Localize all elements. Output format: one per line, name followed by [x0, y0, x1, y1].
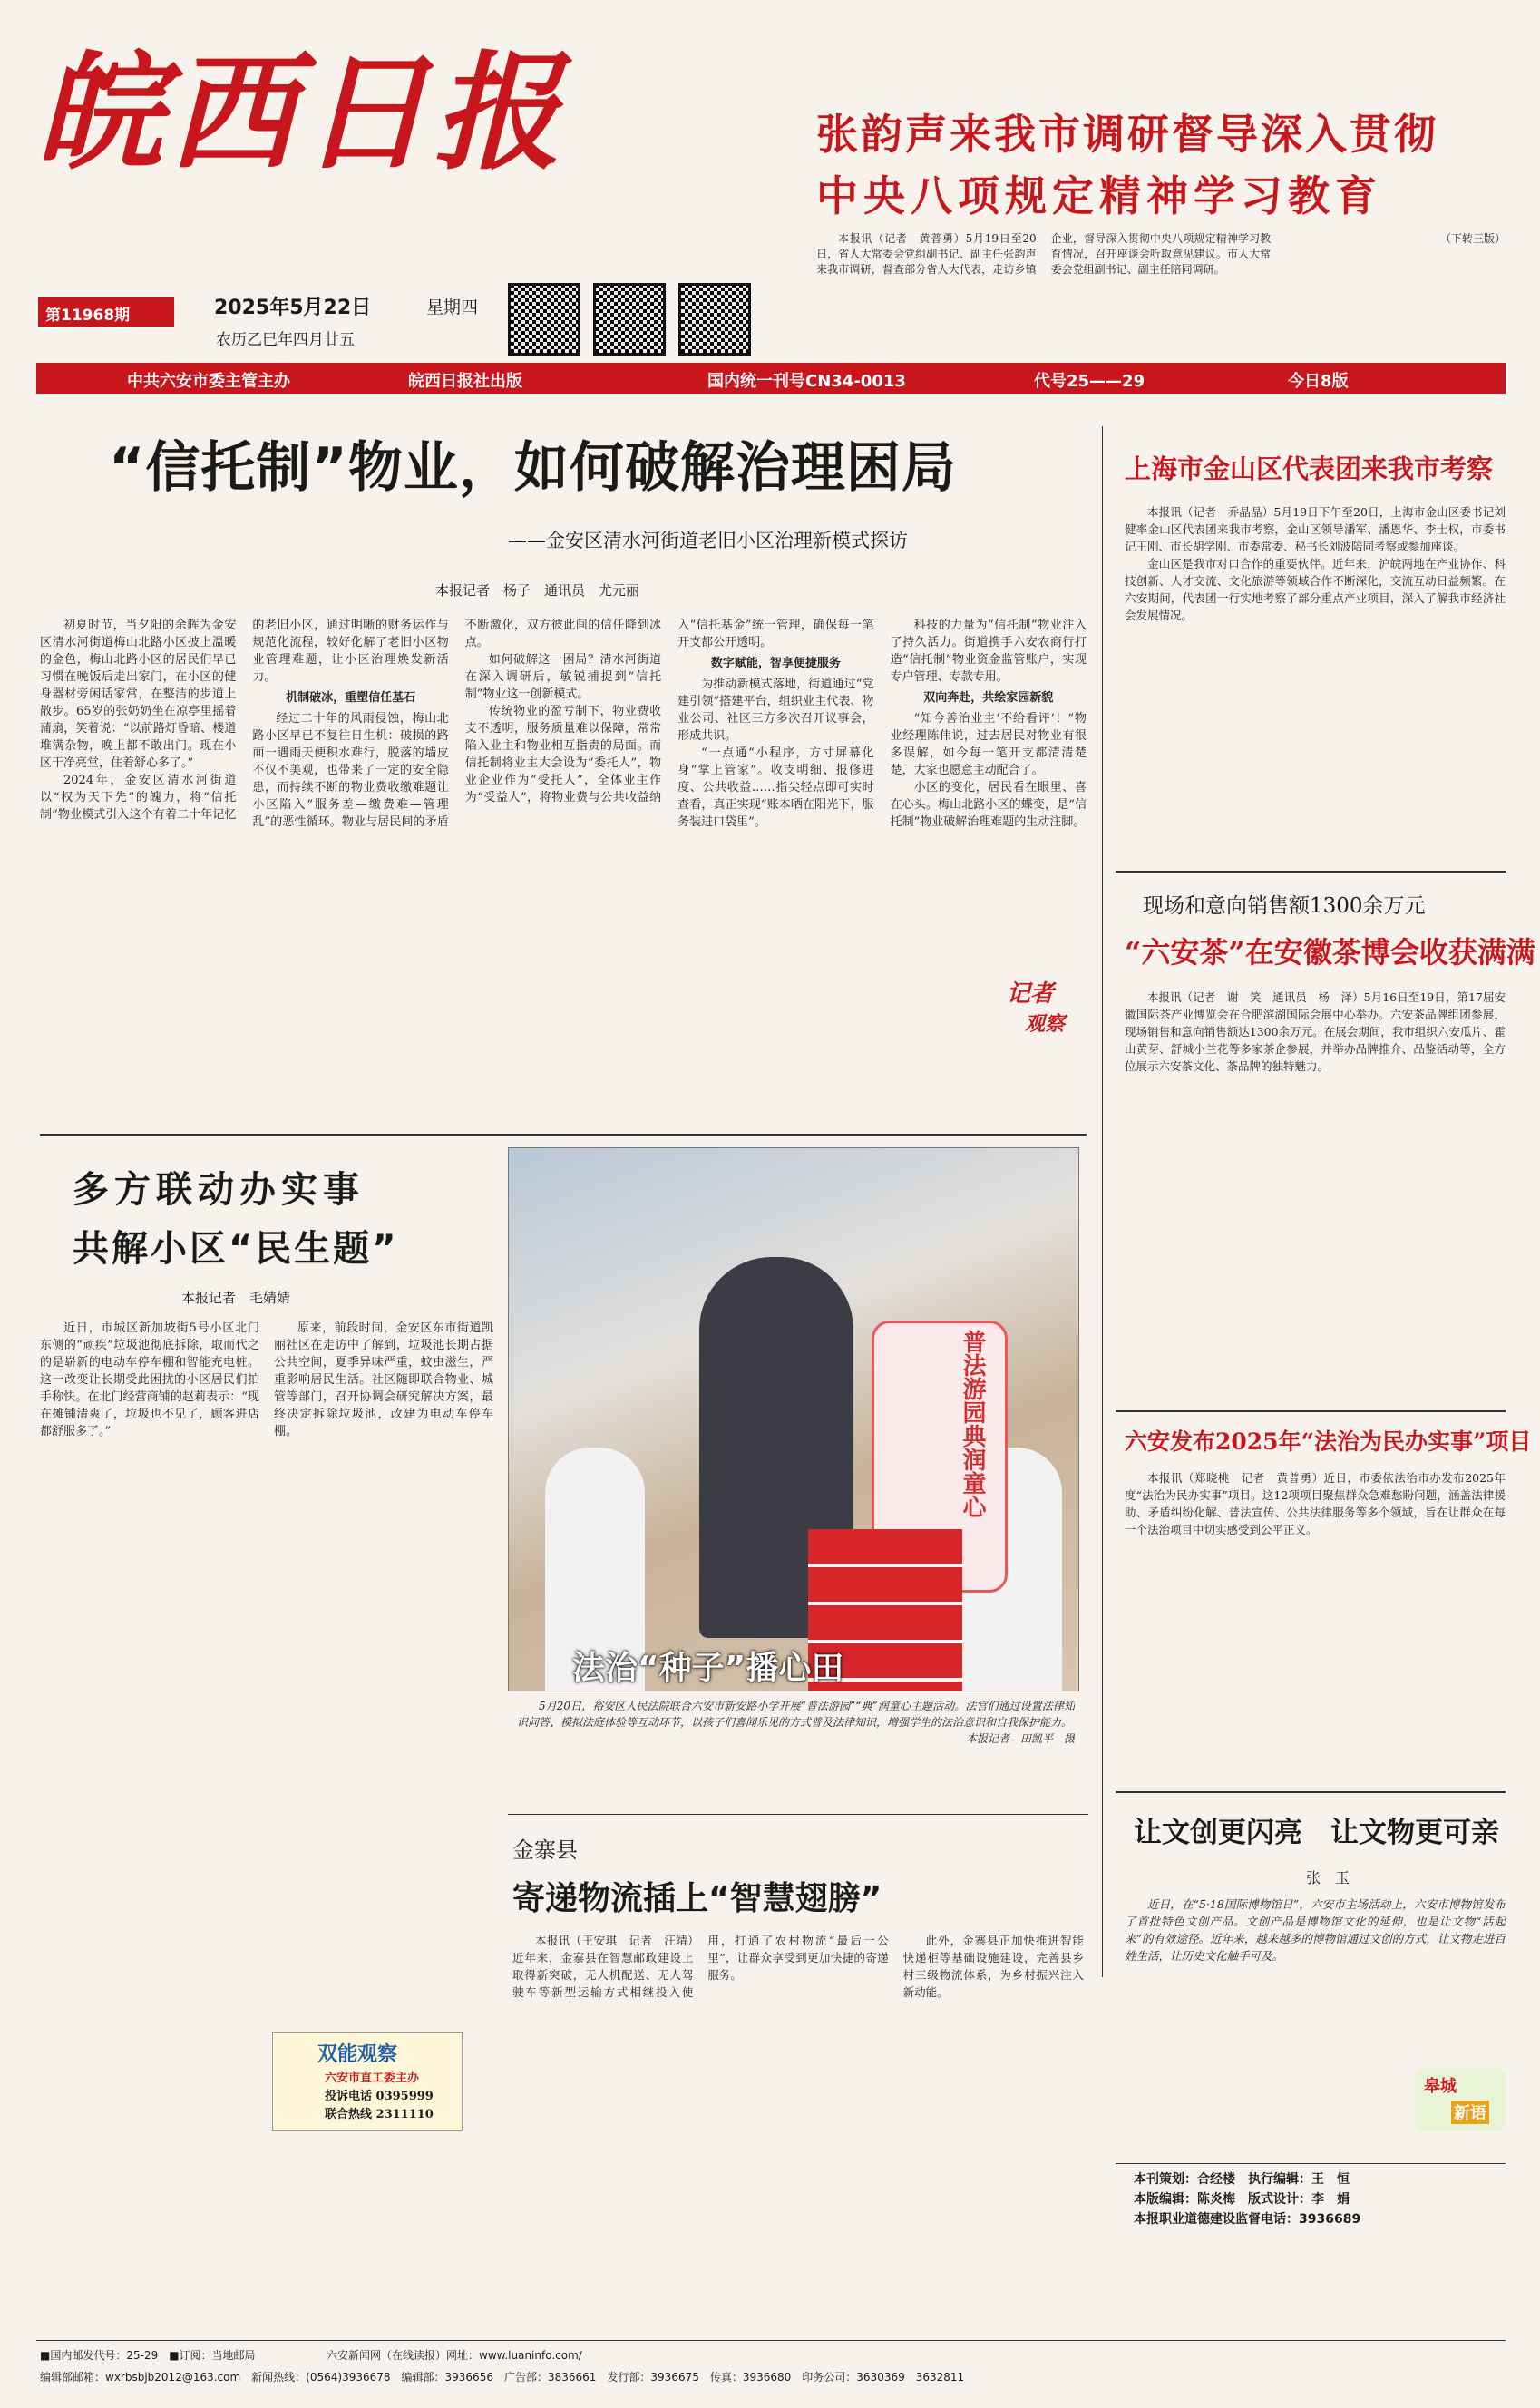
right-article2-title: “六安茶”在安徽茶博会收获满满: [1125, 935, 1535, 970]
footer-subscribe: ■国内邮发代号：25-29 ■订阅：当地邮局: [40, 2349, 256, 2362]
editor-line-2: 本版编辑：陈炎梅 版式设计：李 娟: [1134, 2192, 1350, 2207]
feature-photo: [508, 1147, 1079, 1691]
left2-title-1: 多方联动办实事: [73, 1169, 365, 1211]
footer-contact: 编辑部邮箱：wxrbsbjb2012@163.com 新闻热线：(0564)3936678 编辑部：3936656 广告部：3836661 发行部：3936675 传真：3936680 印务公司：3630369 3632811: [40, 2371, 965, 2384]
qr-code-3: [678, 283, 751, 356]
editor-line-3: 本报职业道德建设监督电话：3936689: [1134, 2212, 1361, 2227]
pub-date: 2025年5月22日: [214, 297, 372, 319]
info-cn: 国内统一刊号CN34-0013: [707, 372, 906, 391]
right-rule-1: [1116, 871, 1506, 873]
right-article4-author: 张 玉: [1306, 1869, 1350, 1886]
right-rule-3: [1116, 1791, 1506, 1793]
pub-weekday: 星期四: [426, 297, 479, 317]
right-article3-body: 本报讯（郑晓桃 记者 黄普勇）近日，市委依法治市办发布2025年度“法治为民办实事”项目。这12项项目聚焦群众急难愁盼问题，涵盖法律援助、矛盾纠纷化解、普法宣传、公共法律服务等多个领域，旨在让群众在每一个法治项目中切实感受到公平正义。: [1125, 1471, 1506, 1536]
right-article1-title: 上海市金山区代表团来我市考察: [1125, 453, 1494, 484]
photo-description: 5月20日，裕安区人民法院联合六安市新安路小学开展“普法游园”“典”润童心主题活动。法官们通过设置法律知识问答、模拟法庭体验等互动环节，以孩子们喜闻乐见的方式普及法律知识，增强学生的法治意识和自我保护能力。 本报记者 田凯平 摄: [517, 1700, 1075, 1745]
right-article2-kicker: 现场和意向销售额1300余万元: [1143, 894, 1426, 918]
lunar-date: 农历乙巳年四月廿五: [216, 331, 355, 349]
editor-rule: [1116, 2163, 1506, 2164]
column-divider: [1102, 426, 1103, 1977]
main-subtitle: ——金安区清水河街道老旧小区治理新模式探访: [508, 530, 908, 551]
lead-headline-1: 张韵声来我市调研督导深入贯彻: [816, 110, 1438, 159]
main-byline: 本报记者 杨子 通讯员 尤元丽: [435, 582, 640, 599]
left2-body: 近日，市城区新加坡街5号小区北门东侧的“顽疾”垃圾池彻底拆除，取而代之的是崭新的电动车停车棚和智能充电桩。这一改变让长期受此困扰的小区居民们拍手称快。在北门经营商铺的赵莉表示：“现在摊铺清爽了，垃圾也不见了，顾客进店都舒服多了。” 原来，前段时间，金安区东市街道凯丽社区在走访中了解到，垃圾池长期占据公共空间，夏季异味严重，蚊虫滋生，严重影响居民生活。社区随即联合物业、城管等部门，召开协调会研究解决方案，最终决定拆除垃圾池，改建为电动车停车棚。: [40, 1321, 493, 1438]
right-article4-body: 近日，在“5·18国际博物馆日”，六安市主场活动上，六安市博物馆发布了首批特色文创产品。文创产品是博物馆文化的延伸，也是让文物“活起来”的有效途径。近年来，越来越多的博物馆通过文创的方式，让文物走进百姓生活，让历史文化触手可及。: [1125, 1897, 1506, 1963]
ad-line-2: 投诉电话 0395999: [325, 2090, 434, 2103]
right-article4-title: 让文创更闪亮 让文物更可亲: [1134, 1817, 1499, 1849]
footer-website: 六安新闻网（在线读报）网址：www.luaninfo.com/: [327, 2349, 582, 2362]
photo-board-text: 普法游园典润童心: [959, 1330, 986, 1518]
qr-code-2: [593, 283, 666, 356]
main-bottom-rule: [40, 1134, 1087, 1136]
footer-rule: [36, 2340, 1506, 2341]
issue-number: 第11968期: [45, 307, 131, 325]
info-code: 代号25——29: [1034, 372, 1145, 391]
info-sponsor: 中共六安市委主管主办: [127, 372, 290, 391]
info-pages: 今日8版: [1288, 372, 1349, 391]
commentary-badge-1: 皋城: [1424, 2077, 1457, 2096]
photo-caption: 法治“种子”播心田: [572, 1650, 844, 1687]
lead-headline-2: 中央八项规定精神学习教育: [816, 171, 1382, 220]
editor-line-1: 本刊策划：合经楼 执行编辑：王 恒: [1134, 2172, 1350, 2187]
observer-stamp-1: 记者: [1007, 980, 1055, 1008]
main-body: 初夏时节，当夕阳的余晖为金安区清水河街道梅山北路小区披上温暖的金色，梅山北路小区的居民们早已习惯在晚饭后走出家门，在小区的健身器材旁闲话家常，在整洁的步道上散步。65岁的张奶奶坐在凉亭里摇着蒲扇，笑着说：“以前路灯昏暗、楼道堆满杂物，晚上都不敢出门。现在小区干净亮堂，住着舒心多了。” 2024年，金安区清水河街道以“权为天下先”的魄力，将“信托制”物业模式引入这个有着二十年记忆的老旧小区，通过明晰的财务运作与规范化流程，较好化解了老旧小区物业管理难题，让小区治理焕发新活力。 机制破冰，重塑信任基石 经过二十年的风雨侵蚀，梅山北路小区早已不复往日生机：破损的路面一遇雨天便积水难行，脱落的墙皮不仅不美观，也带来了一定的安全隐患，而持续不断的物业费收缴难题让小区陷入“服务差—缴费难—管理乱”的恶性循环。物业与居民间的矛盾不断激化，双方彼此间的信任降到冰点。 如何破解这一困局？清水河街道在深入调研后，敏锐捕捉到“信托制”物业这一创新模式。 传统物业的盈亏制下，物业费收支不透明，服务质量难以保障，常常陷入业主和物业相互指责的局面。而信托制将业主大会设为“委托人”，物业企业作为“受托人”，全体业主作为“受益人”，将物业费与公共收益纳入“信托基金”统一管理，确保每一笔开支都公开透明。 数字赋能，智享便捷服务 为推动新模式落地，街道通过“党建引领”搭建平台，组织业主代表、物业公司、社区三方多次召开议事会，形成共识。 “一点通”小程序，方寸屏幕化身“掌上管家”。收支明细、报修进度、公共收益……指尖轻点即可实时查看，真正实现“账本晒在阳光下，服务装进口袋里”。 科技的力量为“信托制”物业注入了持久活力。街道携手六安农商行打造“信托制”物业资金监管账户，实现专户管理、专款专用。 双向奔赴，共绘家园新貌 “知今善治业主‘不给看评’！”物业经理陈伟说，过去居民对物业有很多误解，如今每一笔开支都清清楚楚，大家也愿意主动配合了。 小区的变化，居民看在眼里、喜在心头。梅山北路小区的蝶变，是“信托制”物业破解治理难题的生动注脚。: [40, 619, 1087, 829]
lead-body: 本报讯（记者 黄普勇）5月19日至20日，省人大常委会党组副书记、副主任张韵声来我市调研，督查部分省人大代表，走访乡镇企业，督导深入贯彻中央八项规定精神学习教育情况，召开座谈会听取意见建议。市人大常委会党组副书记、副主任陪同调研。 （下转三版）: [816, 232, 1506, 276]
main-headline: “信托制”物业，如何破解治理困局: [109, 436, 957, 500]
right-article2-body: 本报讯（记者 谢 笑 通讯员 杨 泽）5月16日至19日，第17届安徽国际茶产业博览会在合肥滨湖国际会展中心举办。六安茶品牌组团参展，现场销售和意向销售额达1300余万元。在展会期间，我市组织六安瓜片、霍山黄芽、舒城小兰花等多家茶企参展，并举办品牌推介、品鉴活动等，全方位展示六安茶文化、茶品牌的独特魅力。: [1125, 990, 1506, 1073]
right-rule-2: [1116, 1410, 1506, 1412]
right-article1-body: 本报讯（记者 乔晶晶）5月19日下午至20日，上海市金山区委书记刘健率金山区代表团来我市考察，金山区领导潘军、潘恩华、李士权，市委书记王刚、市长胡学刚、市委常委、秘书长刘波陪同考察或参加座谈。 金山区是我市对口合作的重要伙伴。近年来，沪皖两地在产业协作、科技创新、人才交流、文化旅游等领域合作不断深化，交流互动日益频繁。在六安期间，代表团一行实地考察了部分重点产业项目，深入了解我市经济社会发展情况。: [1125, 505, 1506, 622]
bottom-body: 本报讯（王安琪 记者 汪靖）近年来，金寨县在智慧邮政建设上取得新突破，无人机配送、无人驾驶车等新型运输方式相继投入使用，打通了农村物流“最后一公里”，让群众享受到更加快捷的寄递服务。 此外，金寨县正加快推进智能快递柜等基础设施建设，完善县乡村三级物流体系，为乡村振兴注入新动能。: [512, 1934, 1084, 1999]
bottom-headline: 寄递物流插上“智慧翅膀”: [512, 1880, 882, 1917]
info-publisher: 皖西日报社出版: [408, 372, 522, 391]
ad-line-1: 六安市直工委主办: [325, 2072, 420, 2085]
ad-line-3: 联合热线 2311110: [325, 2108, 434, 2121]
commentary-badge-2: 新语: [1451, 2101, 1489, 2124]
bottom-kicker: 金寨县: [512, 1838, 578, 1863]
masthead-logo: 皖西日报: [36, 39, 567, 188]
ad-title: 双能观察: [317, 2043, 398, 2066]
right-article3-title: 六安发布2025年“法治为民办实事”项目: [1125, 1428, 1532, 1455]
qr-code-1: [508, 283, 580, 356]
observer-stamp-2: 观察: [1025, 1013, 1066, 1036]
left2-title-2: 共解小区“民生题”: [73, 1228, 399, 1270]
left2-byline: 本报记者 毛婧婧: [181, 1290, 291, 1306]
bottom-rule: [508, 1814, 1088, 1815]
